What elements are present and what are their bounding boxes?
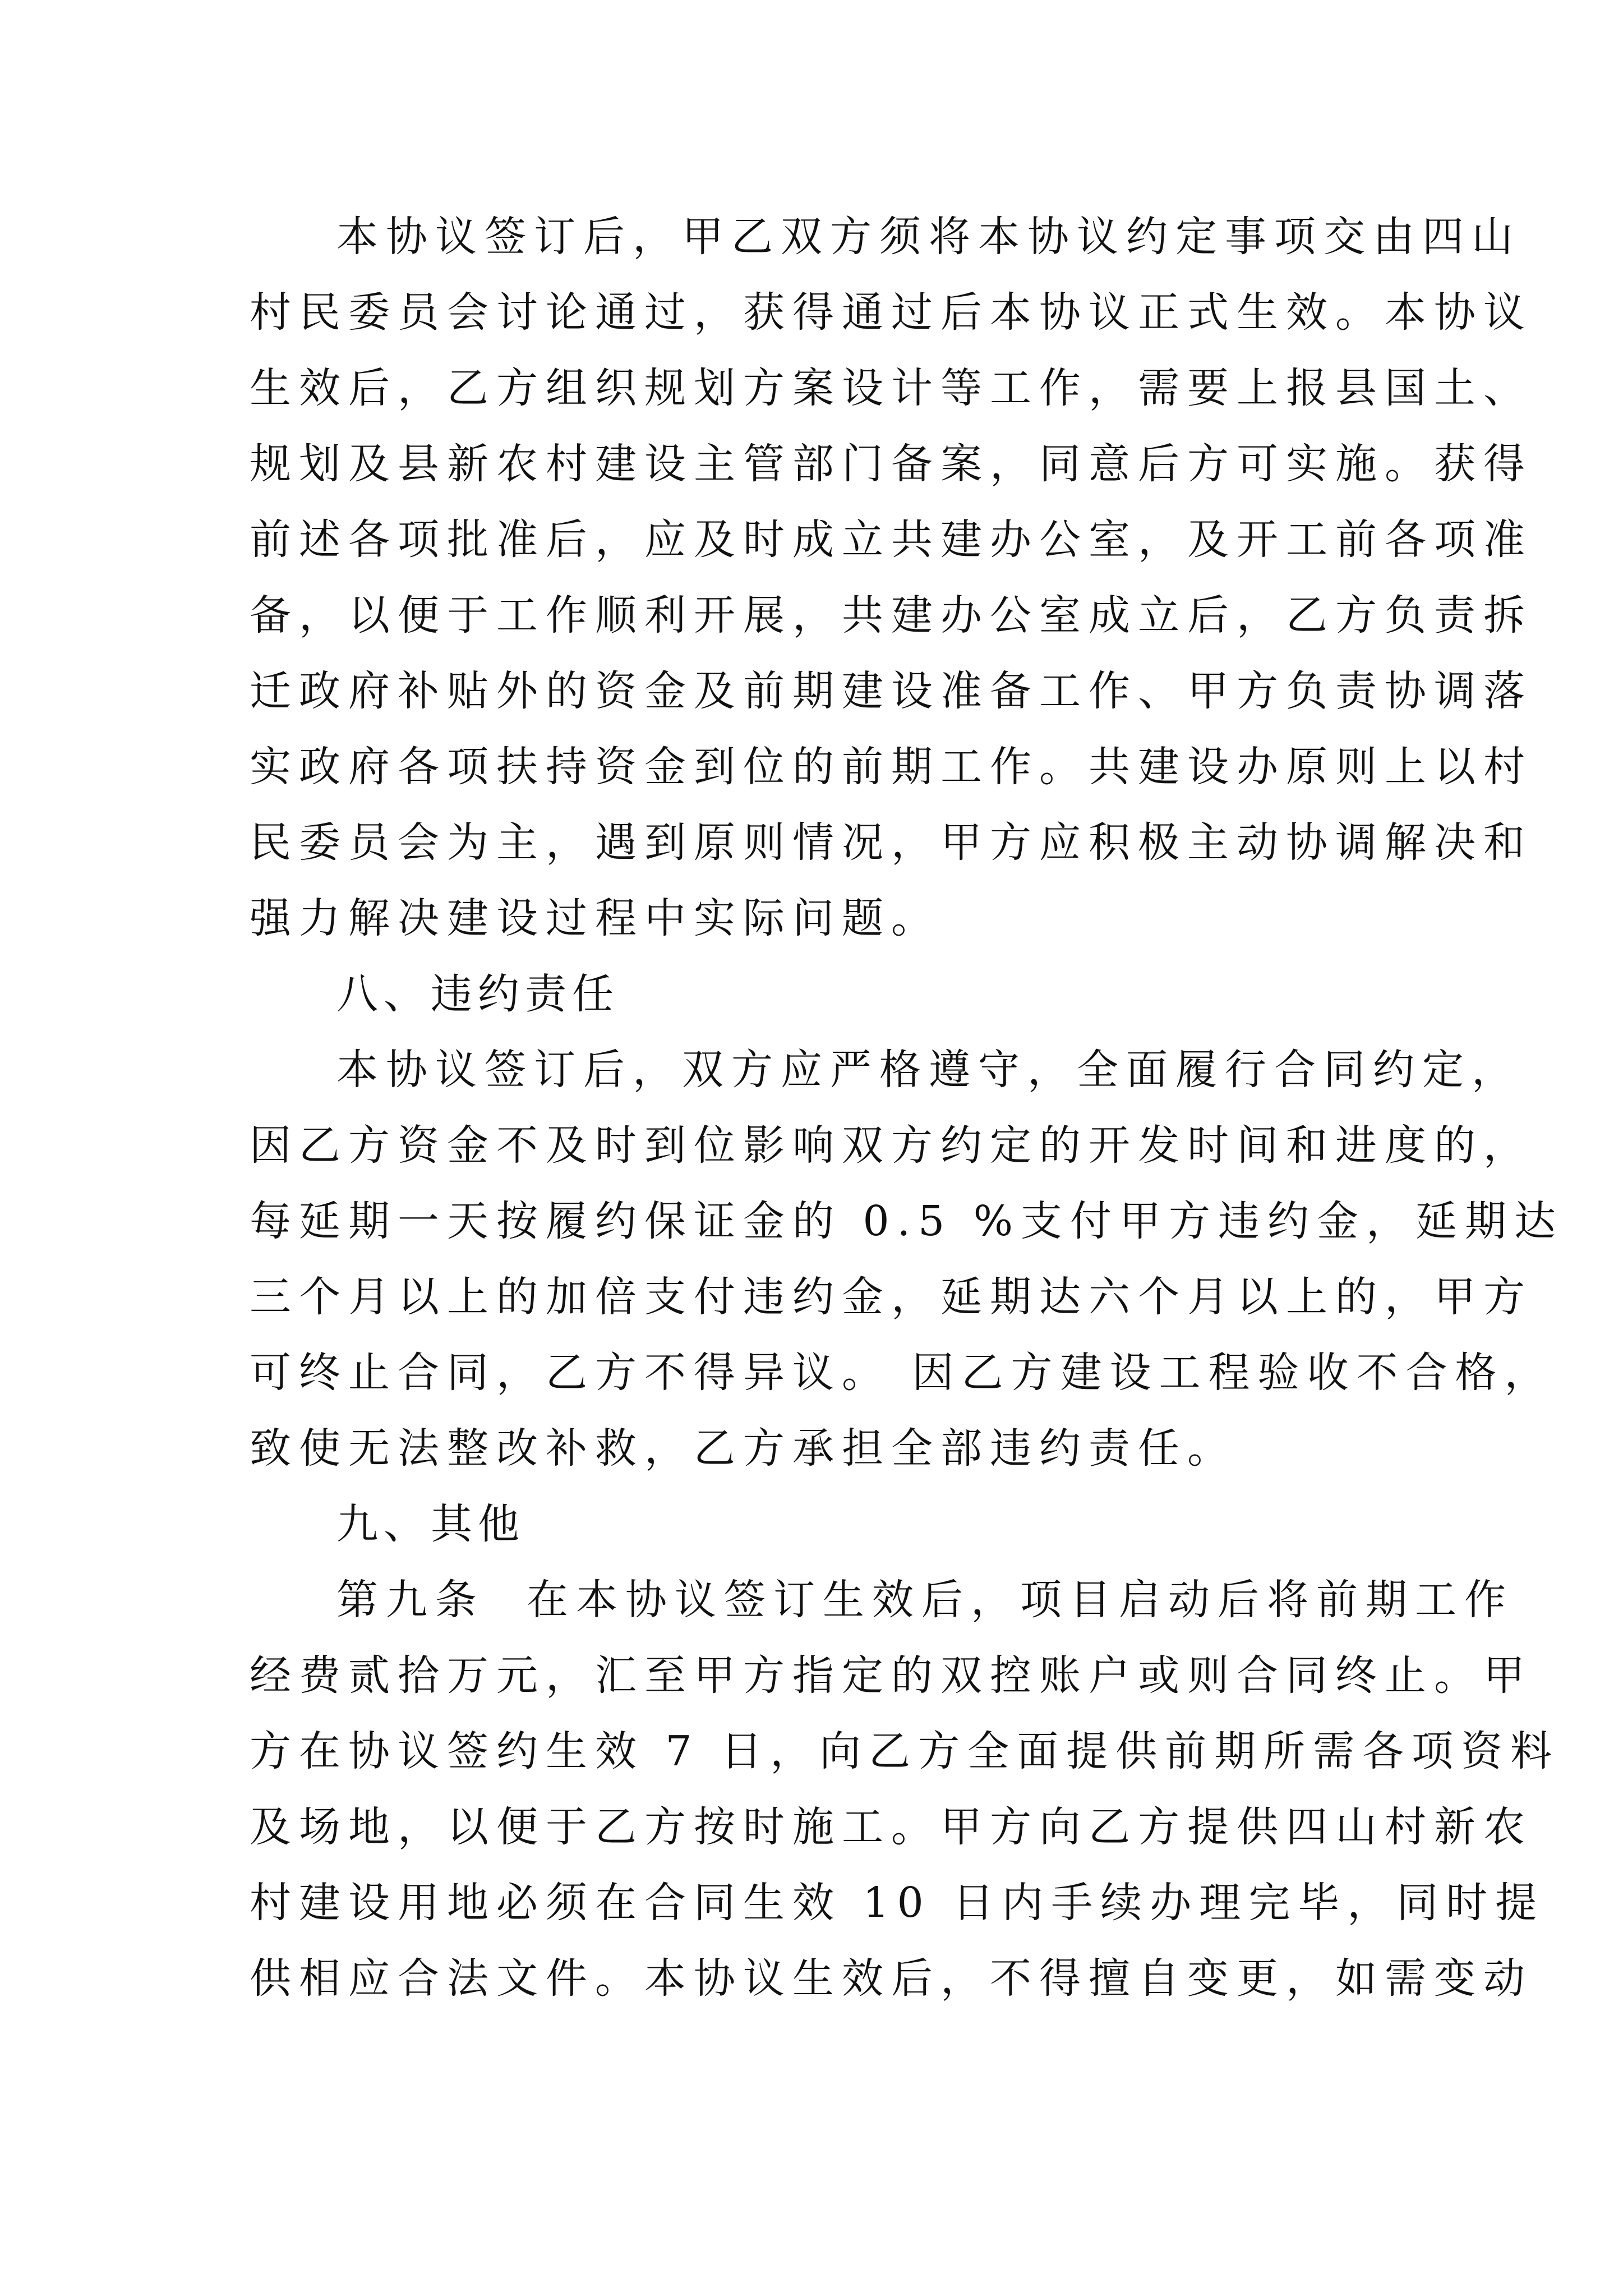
paragraph-line-1: 本协议签订后，甲乙双方须将本协议约定事项交由四山 [336,213,1521,261]
paragraph-line-4: 规划及县新农村建设主管部门备案，同意后方可实施。获得 [250,440,1533,488]
section-heading-breach: 八、违约责任 [336,970,619,1018]
section-heading-other: 九、其他 [336,1500,525,1548]
paragraph-line-16: 致使无法整改补救，乙方承担全部违约责任。 [250,1424,1237,1473]
paragraph-line-5: 前述各项批准后，应及时成立共建办公室，及开工前各项准 [250,516,1533,564]
paragraph-line-7: 迁政府补贴外的资金及前期建设准备工作、甲方负责协调落 [250,667,1533,715]
paragraph-line-8: 实政府各项扶持资金到位的前期工作。共建设办原则上以村 [250,743,1533,791]
paragraph-line-6: 备，以便于工作顺利开展，共建办公室成立后，乙方负责拆 [250,591,1533,639]
paragraph-line-15: 可终止合同，乙方不得异议。 因乙方建设工程验收不合格， [250,1349,1554,1397]
paragraph-line-14: 三个月以上的加倍支付违约金，延期达六个月以上的，甲方 [250,1273,1533,1321]
paragraph-line-12: 因乙方资金不及时到位影响双方约定的开发时间和进度的， [250,1121,1533,1170]
paragraph-line-10: 强力解决建设过程中实际问题。 [250,894,940,942]
paragraph-line-19: 方在协议签约生效 7 日，向乙方全面提供前期所需各项资料 [250,1727,1560,1775]
paragraph-line-3: 生效后，乙方组织规划方案设计等工作，需要上报县国土、 [250,364,1533,412]
paragraph-line-9: 民委员会为主，遇到原则情况，甲方应积极主动协调解决和 [250,818,1533,867]
paragraph-line-17: 第九条 在本协议签订生效后，项目启动后将前期工作 [336,1576,1514,1624]
paragraph-line-2: 村民委员会讨论通过，获得通过后本协议正式生效。本协议 [250,288,1533,337]
paragraph-line-21: 村建设用地必须在合同生效 10 日内手续办理完毕，同时提 [250,1879,1545,1927]
paragraph-line-20: 及场地，以便于乙方按时施工。甲方向乙方提供四山村新农 [250,1803,1533,1851]
paragraph-line-22: 供相应合法文件。本协议生效后，不得擅自变更，如需变动 [250,1954,1533,2003]
paragraph-line-11: 本协议签订后，双方应严格遵守，全面履行合同约定， [336,1046,1521,1094]
paragraph-line-18: 经费贰拾万元，汇至甲方指定的双控账户或则合同终止。甲 [250,1651,1533,1700]
paragraph-line-13: 每延期一天按履约保证金的 0.5 %支付甲方违约金，延期达 [250,1197,1564,1245]
